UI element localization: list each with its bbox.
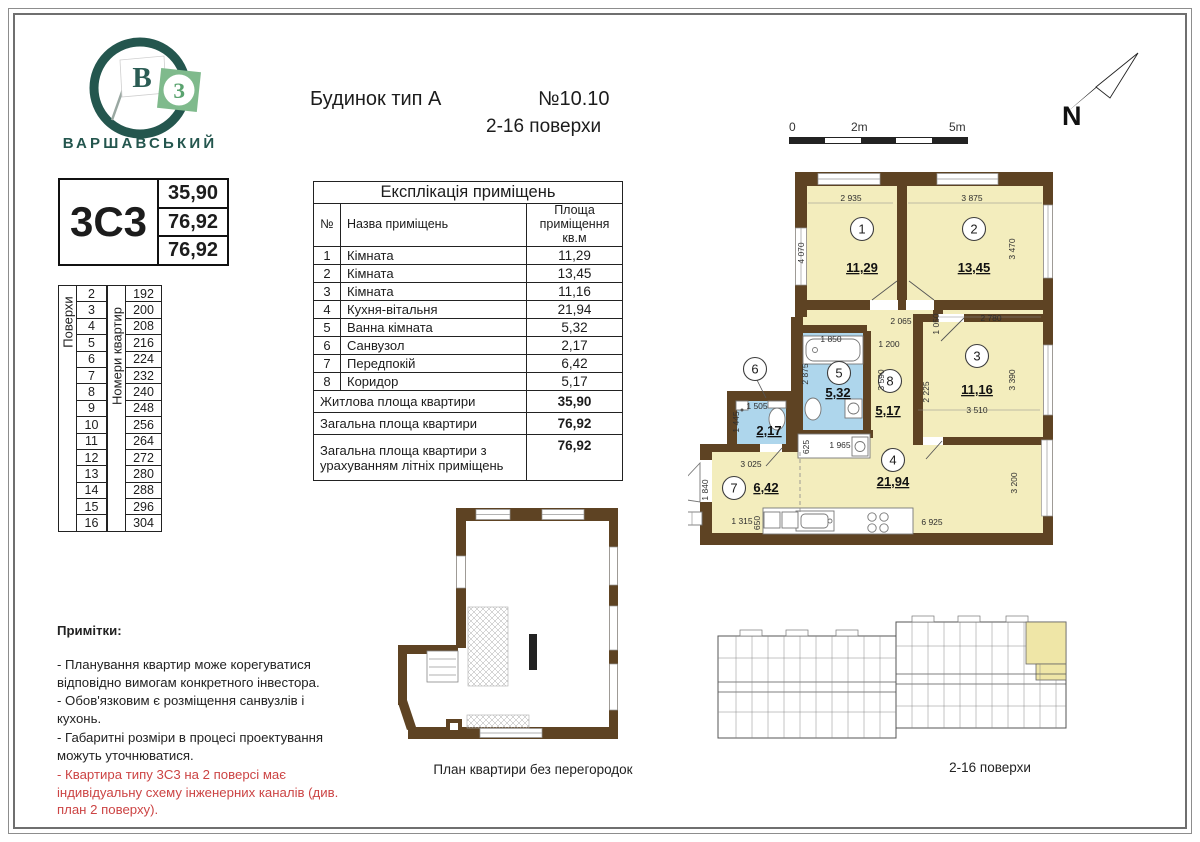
square-letter: З bbox=[173, 78, 185, 103]
apartment-number-cell: 200 bbox=[126, 302, 162, 318]
dim-label: 2 875 bbox=[800, 363, 810, 385]
north-letter: N bbox=[1062, 101, 1082, 130]
np-features bbox=[427, 607, 537, 734]
apartment-number-cell: 256 bbox=[126, 417, 162, 433]
row-area: 13,45 bbox=[527, 265, 623, 283]
row-area: 11,16 bbox=[527, 283, 623, 301]
dim-label: 2 225 bbox=[921, 381, 931, 403]
apartments-header: Номери квартир bbox=[109, 307, 124, 405]
dim-label: 3 025 bbox=[740, 459, 762, 469]
row-area: 6,42 bbox=[527, 355, 623, 373]
floor-cell: 9 bbox=[77, 400, 107, 416]
dim-label: 2 780 bbox=[980, 313, 1002, 323]
row-name: Кімната bbox=[341, 265, 527, 283]
summary-value: 76,92 bbox=[527, 435, 623, 481]
floor-cell: 14 bbox=[77, 482, 107, 498]
notes-block bbox=[57, 622, 351, 820]
row-num: 7 bbox=[314, 355, 341, 373]
note-warning: - Квартира типу 3С3 на 2 поверсі має індивідуальну схему інженерних каналів (див. план 2 поверху). bbox=[57, 766, 339, 818]
summary-label: Загальна площа квартири bbox=[314, 413, 527, 435]
row-num: 4 bbox=[314, 301, 341, 319]
floors-table bbox=[58, 285, 107, 532]
dim-label: 1 840 bbox=[700, 479, 710, 501]
apartment-number-cell: 272 bbox=[126, 449, 162, 465]
toilet-tank bbox=[768, 401, 786, 408]
room-area: 6,42 bbox=[753, 480, 779, 495]
room-number: 3 bbox=[973, 348, 981, 364]
north-arrow bbox=[1050, 45, 1150, 130]
apartment-number-cell: 288 bbox=[126, 482, 162, 498]
vent-shaft-hatch bbox=[468, 607, 508, 686]
dim-label: 3 390 bbox=[1007, 369, 1017, 391]
floor-cell: 13 bbox=[77, 466, 107, 482]
floor-cell: 6 bbox=[77, 351, 107, 367]
overview-blocks bbox=[718, 622, 1066, 738]
row-area: 2,17 bbox=[527, 337, 623, 355]
living-area-value: 35,90 bbox=[159, 180, 227, 209]
apartment-number-cell: 248 bbox=[126, 400, 162, 416]
building-overview-plan bbox=[712, 606, 1108, 748]
dim-label: 1 505 bbox=[746, 401, 768, 411]
main-floor-plan bbox=[688, 156, 1112, 560]
note-item: - Обов'язковим є розміщення санвузлів і кухонь. bbox=[57, 693, 305, 727]
row-name: Кухня-вітальня bbox=[341, 301, 527, 319]
building-type-title: Будинок тип А bbox=[310, 88, 442, 110]
apartment-type-box bbox=[58, 178, 229, 266]
north-arrow-light-blade bbox=[1096, 53, 1138, 98]
row-name: Санвузол bbox=[341, 337, 527, 355]
scale-bar-segments bbox=[789, 137, 968, 144]
row-num: 2 bbox=[314, 265, 341, 283]
closet bbox=[782, 512, 798, 528]
note-item: - Планування квартир може корегуватися відповідно вимогам конкретного інвестора. bbox=[57, 656, 320, 690]
entry-threshold bbox=[688, 512, 702, 525]
dim-label: 3 875 bbox=[961, 193, 983, 203]
bath-washbasin bbox=[805, 398, 821, 420]
floor-cell: 10 bbox=[77, 417, 107, 433]
scale-label-2m: 2m bbox=[851, 120, 868, 134]
scale-label-5m: 5m bbox=[949, 120, 966, 134]
vent-shaft-hatch bbox=[467, 715, 529, 728]
room-number: 7 bbox=[730, 480, 738, 496]
room-area: 5,17 bbox=[875, 403, 901, 418]
row-num: 3 bbox=[314, 283, 341, 301]
room-number: 4 bbox=[889, 452, 897, 468]
row-num: 5 bbox=[314, 319, 341, 337]
dim-label: 2 065 bbox=[890, 316, 912, 326]
row-num: 8 bbox=[314, 373, 341, 391]
apartment-number-cell: 304 bbox=[126, 515, 162, 531]
room-number: 1 bbox=[858, 221, 866, 237]
room-area: 13,45 bbox=[957, 260, 991, 275]
apartment-number-cell: 208 bbox=[126, 318, 162, 334]
room-number: 5 bbox=[835, 365, 843, 381]
explication-table bbox=[313, 181, 623, 481]
dim-label: 650 bbox=[752, 515, 762, 531]
summary-label: Житлова площа квартири bbox=[314, 391, 527, 413]
dim-label: 3 510 bbox=[966, 405, 988, 415]
apartment-number-cell: 192 bbox=[126, 286, 162, 302]
room-number: 8 bbox=[886, 373, 894, 389]
row-name: Коридор bbox=[341, 373, 527, 391]
summary-value: 35,90 bbox=[527, 391, 623, 413]
entrance-door bbox=[688, 463, 700, 502]
dim-label: 6 925 bbox=[921, 517, 943, 527]
floor-cell: 15 bbox=[77, 499, 107, 515]
scale-label-0: 0 bbox=[789, 120, 796, 134]
shaft-box bbox=[427, 651, 458, 682]
dim-label: 3 200 bbox=[1009, 472, 1019, 494]
apartment-numbers-table bbox=[107, 285, 162, 532]
total-area-summer-value: 76,92 bbox=[167, 239, 219, 262]
explication-title: Експлікація приміщень bbox=[314, 182, 623, 204]
floor-cell: 11 bbox=[77, 433, 107, 449]
floor-cell: 5 bbox=[77, 335, 107, 351]
apartment-number-cell: 280 bbox=[126, 466, 162, 482]
total-area-value: 76,92 bbox=[159, 209, 227, 238]
flag-letter: В bbox=[132, 62, 152, 94]
dim-label: 1 445 bbox=[731, 411, 741, 433]
room-area: 11,16 bbox=[961, 382, 993, 397]
room-number: 6 bbox=[751, 361, 759, 377]
dim-label: 4 070 bbox=[796, 242, 806, 264]
room-number: 2 bbox=[970, 221, 978, 237]
apartment-number-cell: 224 bbox=[126, 351, 162, 367]
apartments-header-cell bbox=[108, 286, 126, 532]
apartment-type: 3С3 bbox=[60, 180, 159, 264]
apartment-number-cell: 264 bbox=[126, 433, 162, 449]
row-area: 5,32 bbox=[527, 319, 623, 337]
dim-label: 1 965 bbox=[829, 440, 851, 450]
dim-label: 3 590 bbox=[876, 369, 886, 391]
summary-label: Загальна площа квартири з урахуванням літніх приміщень bbox=[314, 435, 527, 481]
row-area: 11,29 bbox=[527, 247, 623, 265]
dim-label: 2 935 bbox=[840, 193, 862, 203]
plan-number: №10.10 bbox=[538, 88, 610, 110]
apartment-number-cell: 232 bbox=[126, 367, 162, 383]
floor-cell: 3 bbox=[77, 302, 107, 318]
dim-label: 1 050 bbox=[931, 313, 941, 335]
row-name: Передпокій bbox=[341, 355, 527, 373]
brand-name: ВАРШАВСЬКИЙ bbox=[62, 135, 218, 152]
floor-cell: 7 bbox=[77, 367, 107, 383]
floor-cell: 2 bbox=[77, 286, 107, 302]
row-name: Ванна кімната bbox=[341, 319, 527, 337]
note-item: - Габаритні розміри в процесі проектування можуть уточнюватися. bbox=[57, 730, 324, 763]
summary-value: 76,92 bbox=[527, 413, 623, 435]
dim-label: 1 850 bbox=[820, 334, 842, 344]
row-name: Кімната bbox=[341, 283, 527, 301]
col-header-name: Назва приміщень bbox=[341, 204, 527, 247]
floor-cell: 8 bbox=[77, 384, 107, 400]
room-area: 5,32 bbox=[825, 385, 851, 400]
floor-cell: 16 bbox=[77, 515, 107, 531]
row-num: 6 bbox=[314, 337, 341, 355]
col-header-num: № bbox=[314, 204, 341, 247]
floors-header-cell bbox=[59, 286, 77, 532]
column bbox=[529, 634, 537, 670]
room-area: 11,29 bbox=[846, 260, 878, 275]
apartment-areas bbox=[159, 180, 227, 264]
floor-cell: 4 bbox=[77, 318, 107, 334]
dim-label: 3 470 bbox=[1007, 238, 1017, 260]
row-area: 21,94 bbox=[527, 301, 623, 319]
floor-cell: 12 bbox=[77, 449, 107, 465]
floors-header: Поверхи bbox=[60, 296, 75, 348]
apartment-number-cell: 216 bbox=[126, 335, 162, 351]
closet bbox=[764, 512, 780, 528]
room-area: 2,17 bbox=[756, 423, 782, 438]
overview-caption: 2-16 поверхи bbox=[949, 760, 1031, 775]
no-partition-caption: План квартири без перегородок bbox=[433, 762, 633, 777]
floors-range-title: 2-16 поверхи bbox=[486, 116, 602, 137]
dim-label: 625 bbox=[801, 439, 811, 455]
no-partition-plan bbox=[375, 498, 685, 790]
dim-label: 1 315 bbox=[731, 516, 753, 526]
row-area: 5,17 bbox=[527, 373, 623, 391]
room-area: 21,94 bbox=[876, 474, 910, 489]
col-header-area: Площа приміщення кв.м bbox=[527, 204, 623, 247]
dim-label: 1 200 bbox=[878, 339, 900, 349]
notes-title: Примітки: bbox=[57, 623, 122, 638]
row-num: 1 bbox=[314, 247, 341, 265]
row-name: Кімната bbox=[341, 247, 527, 265]
apartment-number-cell: 240 bbox=[126, 384, 162, 400]
apartment-number-cell: 296 bbox=[126, 499, 162, 515]
